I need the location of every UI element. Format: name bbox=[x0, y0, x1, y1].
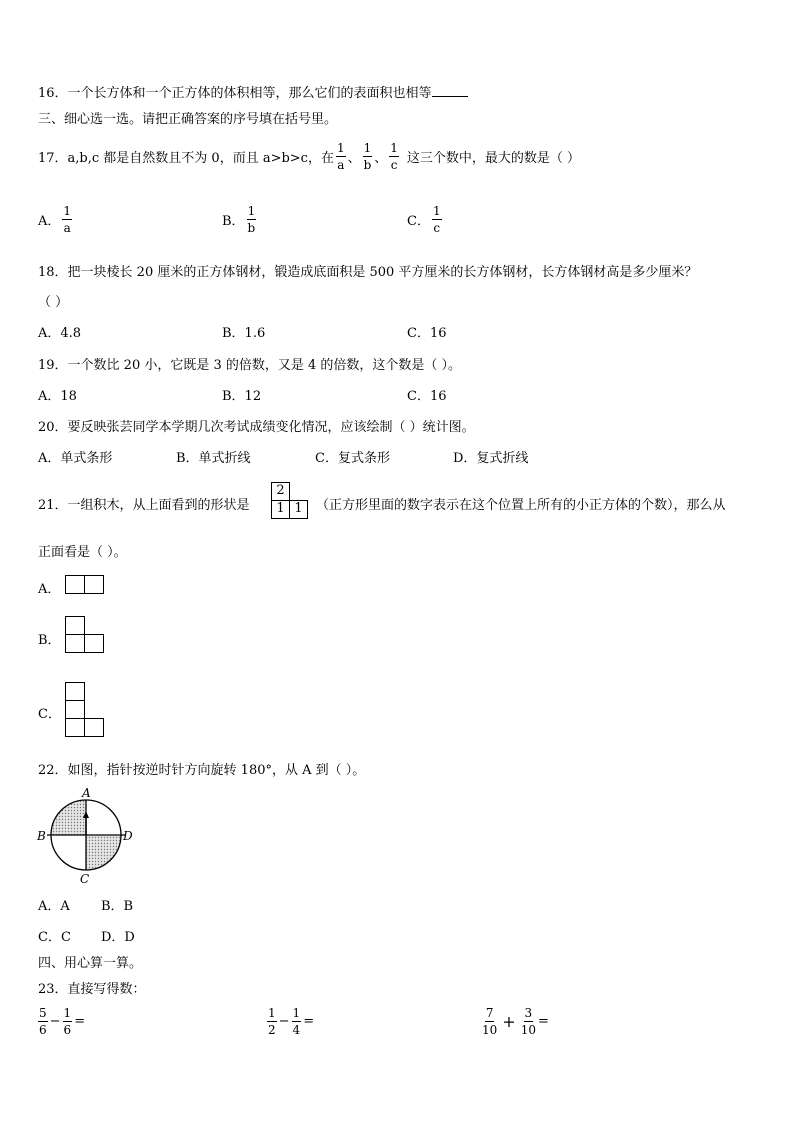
question-17-option-a[interactable] bbox=[38, 205, 74, 234]
top-view-cell: 2 bbox=[271, 482, 290, 501]
fraction-1-over-c: $\frac{1}{c}$ bbox=[390, 141, 398, 172]
question-20-option-c[interactable]: C．复式条形 bbox=[315, 451, 390, 466]
label-c: C bbox=[80, 872, 90, 885]
question-17-suffix: 这三个数中，最大的数是（ ） bbox=[406, 151, 581, 166]
question-22-option-d[interactable]: D．D bbox=[101, 930, 135, 945]
option-fraction: $\frac{1}{a}$ bbox=[63, 204, 72, 235]
top-view-cell: 1 bbox=[289, 500, 308, 519]
view-square bbox=[84, 718, 104, 737]
view-square bbox=[65, 616, 85, 635]
question-23-text: 23．直接写得数： bbox=[38, 982, 146, 997]
operator: − bbox=[278, 1014, 290, 1029]
operator: − bbox=[49, 1014, 61, 1029]
option-fraction: $\frac{1}{b}$ bbox=[247, 204, 256, 235]
fraction: $\frac{1}{4}$ bbox=[292, 1006, 301, 1037]
view-square bbox=[84, 575, 104, 594]
view-square bbox=[65, 700, 85, 719]
calc-expression-3 bbox=[480, 1007, 549, 1036]
question-20-text: 20．要反映张芸同学本学期几次考试成绩变化情况，应该绘制（ ）统计图。 bbox=[38, 420, 475, 435]
separator: 、 bbox=[347, 151, 361, 166]
label-b: B bbox=[37, 829, 46, 843]
question-20-option-d[interactable]: D．复式折线 bbox=[453, 451, 529, 466]
question-22-option-a[interactable]: A．A bbox=[38, 899, 70, 914]
question-18-option-b[interactable]: B．1.6 bbox=[222, 326, 266, 341]
answer-blank[interactable] bbox=[432, 86, 468, 97]
view-square bbox=[65, 634, 85, 653]
question-20-option-a[interactable]: A．单式条形 bbox=[38, 451, 113, 466]
view-square bbox=[65, 682, 85, 701]
separator: 、 bbox=[374, 151, 388, 166]
question-21-option-b-label[interactable]: B． bbox=[38, 633, 61, 648]
option-label: C． bbox=[407, 214, 430, 229]
calc-expression-1 bbox=[36, 1007, 85, 1036]
calc-expression-2 bbox=[265, 1007, 314, 1036]
equals-sign: = bbox=[74, 1014, 86, 1029]
top-view-cell: 1 bbox=[271, 500, 290, 519]
question-21-line2: 正面看是（ ）。 bbox=[38, 545, 127, 560]
view-square bbox=[65, 575, 85, 594]
question-16-text: 16．一个长方体和一个正方体的体积相等，那么它们的表面积也相等 bbox=[38, 86, 432, 101]
question-17-option-c[interactable] bbox=[407, 205, 444, 234]
section-3-title: 三、细心选一选。请把正确答案的序号填在括号里。 bbox=[38, 112, 338, 127]
fraction-1-over-b: $\frac{1}{b}$ bbox=[363, 141, 372, 172]
fraction: $\frac{1}{6}$ bbox=[63, 1006, 72, 1037]
question-18-option-c[interactable]: C．16 bbox=[407, 326, 447, 341]
equals-sign: = bbox=[537, 1014, 549, 1029]
label-a: A bbox=[82, 786, 91, 800]
question-22-text: 22．如图，指针按逆时针方向旋转 180°，从 A 到（ ）。 bbox=[38, 763, 366, 778]
view-square bbox=[84, 634, 104, 653]
fraction: $\frac{3}{10}$ bbox=[520, 1006, 536, 1037]
question-22-option-b[interactable]: B．B bbox=[101, 899, 134, 914]
question-18-text: 18．把一块棱长 20 厘米的正方体钢材，锻造成底面积是 500 平方厘米的长方体钢材，长方体钢材高是多少厘米？ bbox=[38, 265, 698, 280]
question-21-option-a-label[interactable]: A． bbox=[38, 582, 61, 597]
question-17-option-b[interactable] bbox=[222, 205, 258, 234]
fraction: $\frac{5}{6}$ bbox=[39, 1006, 47, 1037]
label-d: D bbox=[123, 829, 133, 843]
option-label: A． bbox=[38, 214, 61, 229]
option-fraction: $\frac{1}{c}$ bbox=[432, 204, 441, 235]
question-21-prefix: 21．一组积木，从上面看到的形状是 bbox=[38, 498, 250, 513]
view-square bbox=[65, 718, 85, 737]
question-19-option-b[interactable]: B．12 bbox=[222, 389, 262, 404]
operator: + bbox=[502, 1012, 516, 1031]
question-17 bbox=[38, 142, 580, 171]
option-label: B． bbox=[222, 214, 245, 229]
fraction-1-over-a: $\frac{1}{a}$ bbox=[336, 141, 345, 172]
question-19-option-c[interactable]: C．16 bbox=[407, 389, 447, 404]
equals-sign: = bbox=[303, 1014, 315, 1029]
question-17-prefix: 17．a,b,c 都是自然数且不为 0，而且 a>b>c，在 bbox=[38, 151, 334, 166]
answer-paren[interactable]: （ ） bbox=[38, 295, 69, 310]
question-19-option-a[interactable]: A．18 bbox=[38, 389, 77, 404]
question-20-option-b[interactable]: B．单式折线 bbox=[176, 451, 251, 466]
question-21-suffix: （正方形里面的数字表示在这个位置上所有的小正方体的个数），那么从 bbox=[316, 498, 726, 513]
question-19-text: 19．一个数比 20 小，它既是 3 的倍数，又是 4 的倍数，这个数是（ ）。 bbox=[38, 358, 462, 373]
dial-figure bbox=[34, 785, 138, 885]
question-16 bbox=[38, 82, 468, 101]
section-4-title: 四、用心算一算。 bbox=[38, 956, 143, 971]
question-21-option-c-label[interactable]: C． bbox=[38, 707, 61, 722]
question-18-option-a[interactable]: A．4.8 bbox=[38, 326, 82, 341]
question-22-option-c[interactable]: C．C bbox=[38, 930, 71, 945]
fraction: $\frac{7}{10}$ bbox=[482, 1006, 498, 1037]
fraction: $\frac{1}{2}$ bbox=[268, 1006, 276, 1037]
